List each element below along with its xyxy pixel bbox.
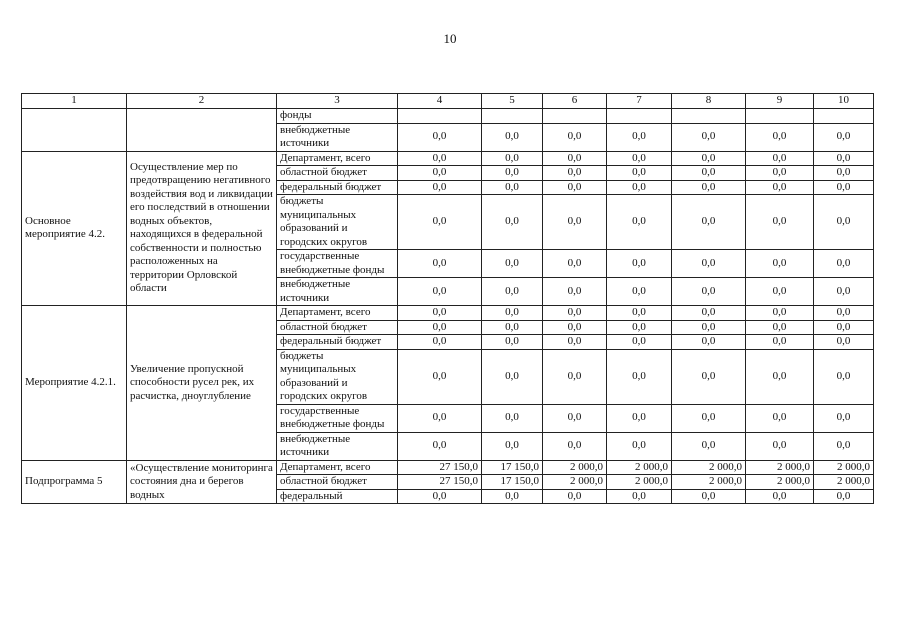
amount-cell: 0,0: [482, 335, 543, 350]
amount-cell: 0,0: [543, 123, 607, 151]
amount-cell: 0,0: [398, 306, 482, 321]
amount-cell: 0,0: [398, 278, 482, 306]
amount-cell: 0,0: [607, 180, 672, 195]
item-description-cell: Осуществление мер по предотвращению негативного воздействия вод и ликвидации его последствий в отношении водных объектов, находящихся в федеральной собственности и полностью расположенных на территории Орловской области: [127, 151, 277, 306]
amount-cell: 0,0: [543, 489, 607, 504]
funding-source-cell: внебюджетные источники: [277, 123, 398, 151]
amount-cell: 27 150,0: [398, 460, 482, 475]
amount-cell: 0,0: [607, 335, 672, 350]
amount-cell: [482, 109, 543, 124]
amount-cell: 2 000,0: [814, 475, 874, 490]
amount-cell: 0,0: [814, 180, 874, 195]
header-cell: 1: [22, 94, 127, 109]
amount-cell: 0,0: [398, 166, 482, 181]
funding-source-cell: федеральный бюджет: [277, 180, 398, 195]
amount-cell: 0,0: [672, 123, 746, 151]
amount-cell: 0,0: [398, 404, 482, 432]
item-name-cell: Подпрограмма 5: [22, 460, 127, 504]
amount-cell: 0,0: [398, 432, 482, 460]
amount-cell: 0,0: [607, 306, 672, 321]
table-body: [22, 109, 874, 504]
funding-source-cell: внебюджетные источники: [277, 432, 398, 460]
amount-cell: 0,0: [672, 180, 746, 195]
amount-cell: 0,0: [746, 335, 814, 350]
amount-cell: 0,0: [543, 432, 607, 460]
amount-cell: 2 000,0: [746, 460, 814, 475]
amount-cell: 0,0: [814, 349, 874, 404]
amount-cell: 0,0: [398, 195, 482, 250]
funding-source-cell: федеральный бюджет: [277, 335, 398, 350]
amount-cell: 0,0: [672, 151, 746, 166]
table-row: [22, 306, 874, 321]
amount-cell: 0,0: [607, 151, 672, 166]
header-cell: 8: [672, 94, 746, 109]
header-cell: 9: [746, 94, 814, 109]
amount-cell: 0,0: [543, 151, 607, 166]
amount-cell: 0,0: [814, 432, 874, 460]
amount-cell: 0,0: [482, 320, 543, 335]
amount-cell: 0,0: [482, 278, 543, 306]
amount-cell: 0,0: [672, 278, 746, 306]
amount-cell: 0,0: [814, 123, 874, 151]
amount-cell: 0,0: [482, 151, 543, 166]
amount-cell: [672, 109, 746, 124]
header-cell: 10: [814, 94, 874, 109]
amount-cell: [746, 109, 814, 124]
amount-cell: 0,0: [672, 432, 746, 460]
amount-cell: 0,0: [482, 250, 543, 278]
amount-cell: 0,0: [398, 320, 482, 335]
amount-cell: 2 000,0: [543, 460, 607, 475]
item-name-cell: Мероприятие 4.2.1.: [22, 306, 127, 461]
amount-cell: 0,0: [814, 335, 874, 350]
amount-cell: 0,0: [814, 404, 874, 432]
amount-cell: [814, 109, 874, 124]
funding-source-cell: Департамент, всего: [277, 306, 398, 321]
funding-source-cell: бюджеты муниципальных образований и городских округов: [277, 349, 398, 404]
amount-cell: 0,0: [746, 151, 814, 166]
item-description-cell: [127, 109, 277, 152]
amount-cell: 0,0: [607, 278, 672, 306]
amount-cell: 0,0: [482, 180, 543, 195]
amount-cell: [543, 109, 607, 124]
amount-cell: 0,0: [746, 404, 814, 432]
funding-source-cell: внебюджетные источники: [277, 278, 398, 306]
amount-cell: 17 150,0: [482, 475, 543, 490]
amount-cell: 27 150,0: [398, 475, 482, 490]
amount-cell: 2 000,0: [543, 475, 607, 490]
table-row: [22, 109, 874, 124]
amount-cell: 0,0: [814, 250, 874, 278]
amount-cell: 0,0: [672, 404, 746, 432]
amount-cell: 0,0: [814, 166, 874, 181]
funding-source-cell: Департамент, всего: [277, 151, 398, 166]
amount-cell: 0,0: [814, 306, 874, 321]
amount-cell: 0,0: [398, 151, 482, 166]
amount-cell: 0,0: [672, 195, 746, 250]
amount-cell: 0,0: [543, 195, 607, 250]
amount-cell: 0,0: [543, 320, 607, 335]
amount-cell: 0,0: [746, 278, 814, 306]
amount-cell: 0,0: [482, 432, 543, 460]
amount-cell: 0,0: [398, 335, 482, 350]
amount-cell: 0,0: [746, 432, 814, 460]
amount-cell: 0,0: [398, 489, 482, 504]
amount-cell: 0,0: [672, 335, 746, 350]
amount-cell: [398, 109, 482, 124]
amount-cell: 0,0: [814, 151, 874, 166]
funding-source-cell: государственные внебюджетные фонды: [277, 404, 398, 432]
amount-cell: 0,0: [482, 306, 543, 321]
item-name-cell: Основное мероприятие 4.2.: [22, 151, 127, 306]
funding-source-cell: областной бюджет: [277, 320, 398, 335]
amount-cell: 0,0: [398, 349, 482, 404]
funding-source-cell: Департамент, всего: [277, 460, 398, 475]
amount-cell: [607, 109, 672, 124]
header-cell: 3: [277, 94, 398, 109]
amount-cell: 2 000,0: [607, 475, 672, 490]
amount-cell: 2 000,0: [746, 475, 814, 490]
amount-cell: 2 000,0: [607, 460, 672, 475]
amount-cell: 2 000,0: [672, 475, 746, 490]
item-description-cell: «Осуществление мониторинга состояния дна и берегов водных: [127, 460, 277, 504]
table-row: [22, 151, 874, 166]
amount-cell: 0,0: [607, 489, 672, 504]
amount-cell: 0,0: [398, 123, 482, 151]
funding-source-cell: государственные внебюджетные фонды: [277, 250, 398, 278]
item-description-cell: Увеличение пропускной способности русел рек, их расчистка, дноуглубление: [127, 306, 277, 461]
header-cell: 2: [127, 94, 277, 109]
amount-cell: 0,0: [482, 349, 543, 404]
amount-cell: 0,0: [814, 320, 874, 335]
amount-cell: 0,0: [746, 123, 814, 151]
header-cell: 7: [607, 94, 672, 109]
amount-cell: 0,0: [814, 278, 874, 306]
amount-cell: 0,0: [672, 306, 746, 321]
amount-cell: 0,0: [607, 404, 672, 432]
amount-cell: 0,0: [607, 195, 672, 250]
amount-cell: 2 000,0: [814, 460, 874, 475]
budget-table: [21, 93, 874, 504]
amount-cell: 0,0: [746, 195, 814, 250]
amount-cell: 0,0: [746, 306, 814, 321]
amount-cell: 2 000,0: [672, 460, 746, 475]
header-row: [22, 94, 874, 109]
amount-cell: 0,0: [746, 180, 814, 195]
amount-cell: 0,0: [543, 180, 607, 195]
amount-cell: 0,0: [746, 166, 814, 181]
amount-cell: 0,0: [543, 404, 607, 432]
amount-cell: 0,0: [814, 489, 874, 504]
funding-source-cell: бюджеты муниципальных образований и городских округов: [277, 195, 398, 250]
amount-cell: 0,0: [543, 166, 607, 181]
amount-cell: 0,0: [482, 489, 543, 504]
amount-cell: 0,0: [607, 166, 672, 181]
header-cell: 5: [482, 94, 543, 109]
amount-cell: 0,0: [672, 250, 746, 278]
amount-cell: 0,0: [607, 123, 672, 151]
amount-cell: 0,0: [672, 166, 746, 181]
amount-cell: 0,0: [672, 320, 746, 335]
amount-cell: 0,0: [482, 195, 543, 250]
item-name-cell: [22, 109, 127, 152]
amount-cell: 0,0: [543, 335, 607, 350]
amount-cell: 0,0: [543, 349, 607, 404]
amount-cell: 0,0: [746, 349, 814, 404]
amount-cell: 17 150,0: [482, 460, 543, 475]
funding-source-cell: областной бюджет: [277, 475, 398, 490]
amount-cell: 0,0: [543, 250, 607, 278]
table-row: [22, 460, 874, 475]
amount-cell: 0,0: [607, 320, 672, 335]
funding-source-cell: фонды: [277, 109, 398, 124]
funding-source-cell: федеральный: [277, 489, 398, 504]
amount-cell: 0,0: [607, 250, 672, 278]
header-cell: 4: [398, 94, 482, 109]
amount-cell: 0,0: [607, 349, 672, 404]
amount-cell: 0,0: [482, 404, 543, 432]
amount-cell: 0,0: [543, 306, 607, 321]
amount-cell: 0,0: [746, 250, 814, 278]
amount-cell: 0,0: [543, 278, 607, 306]
amount-cell: 0,0: [746, 489, 814, 504]
amount-cell: 0,0: [482, 166, 543, 181]
amount-cell: 0,0: [814, 195, 874, 250]
amount-cell: 0,0: [746, 320, 814, 335]
amount-cell: 0,0: [398, 250, 482, 278]
amount-cell: 0,0: [672, 489, 746, 504]
funding-source-cell: областной бюджет: [277, 166, 398, 181]
amount-cell: 0,0: [398, 180, 482, 195]
amount-cell: 0,0: [607, 432, 672, 460]
amount-cell: 0,0: [672, 349, 746, 404]
amount-cell: 0,0: [482, 123, 543, 151]
page-number: 10: [443, 31, 457, 46]
header-cell: 6: [543, 94, 607, 109]
